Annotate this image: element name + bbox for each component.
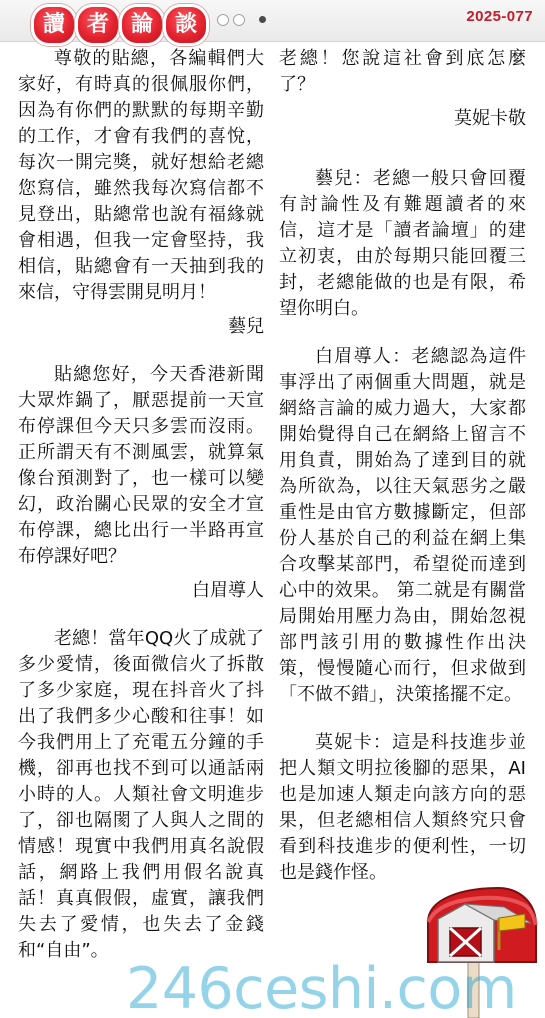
- letter-1-text: 尊敬的貼總，各編輯們大家好，有時真的很佩服你們，因為有你們的默默的每期辛勤的工作，才會有我們的喜悅，每次一開完獎，就好想給老總您寫信，雖然我每次寫信都不見登出，貼總常也說有福緣就會相遇，但我一定會堅持，我相信，貼總會有一天抽到我的來信，守得雲開見明月！: [18, 48, 264, 303]
- page-indicator-dot-3: [259, 16, 266, 23]
- spacer: [18, 604, 264, 626]
- reader-letter-3-continuation: [279, 46, 526, 132]
- issue-number: 2025-077: [466, 8, 533, 25]
- spacer: [279, 708, 526, 730]
- reply-3-text: 莫妮卡：這是科技進步並把人類文明拉後腳的惡果，AI也是加速人類走向該方向的惡果，但老總相信人類終究只會看到科技進步的便利性，一切也是錢作怪。: [279, 732, 526, 883]
- letter-3-text: 老總！當年QQ火了成就了多少愛情，後面微信火了拆散了多少家庭，現在抖音火了抖出了我們多少心酸和往事！如今我們用上了充電五分鐘的手機，卻再也找不到可以通話兩小時的人。人類社會文明進步了，卻也隔閡了人與人之間的情感！現實中我們用真名說假話，網路上我們用假名說真話！真真假假，虛實，讓我們失去了愛情，也失去了金錢和“自由”。: [18, 628, 264, 961]
- reply-1-text: 藝兒：老總一般只會回覆有討論性及有難題讀者的來信，這才是「讀者論壇」的建立初衷，由於每期只能回覆三封，老總能做的也是有限，希望你明白。: [279, 168, 526, 319]
- editor-reply-3: [279, 730, 526, 886]
- left-column: [18, 46, 264, 1001]
- letter-3-continuation-text: 老總！您說這社會到底怎麼了？: [279, 48, 526, 95]
- page-indicator-dot-2: [233, 14, 245, 26]
- letter-1-signature: 藝兒: [228, 316, 264, 337]
- letter-3-signature: 莫妮卡敬: [454, 108, 526, 129]
- editor-reply-2: [279, 344, 526, 708]
- spacer: [279, 322, 526, 344]
- letter-2-text: 貼總您好，今天香港新聞大眾炸鍋了，厭惡提前一天宣布停課但今天只多雲而沒雨。正所謂天有不測風雲，就算氣像台預測對了，也一樣可以變幻，政治關心民眾的安全才宣布停課，總比出行一半路再宣布停課好吧？: [18, 364, 264, 567]
- spacer: [279, 132, 526, 166]
- reply-2-text: 白眉導人：老總認為這件事浮出了兩個重大問題，就是網絡言論的威力過大，大家都開始覺得自己在網絡上留言不用負責，開始為了達到目的就為所欲為，以往天氣惡劣之嚴重性是由官方數據斷定，但部份人基於自己的利益在網上集合攻擊某部門，希望從而達到心中的效果。 第二就是有關當局開始用壓力為由，開始忽視部門該引用的數據性作出決策，慢慢隨心而行，但求做到「不做不錯」，決策搖擺不定。: [279, 346, 526, 705]
- right-column: [279, 46, 526, 1001]
- mailbox-illustration: [410, 880, 540, 1018]
- title-badge-2: 者: [75, 4, 121, 46]
- mailbox-icon: [428, 888, 536, 1018]
- watermark-text: 246ceshi.com: [126, 956, 517, 1018]
- title-badge-1: 讀: [31, 4, 77, 46]
- editor-reply-1: [279, 166, 526, 322]
- letter-2-signature: 白眉導人: [192, 580, 264, 601]
- spacer: [18, 340, 264, 362]
- title-badge-4: 談: [163, 4, 209, 46]
- title-badge-3: 論: [119, 4, 165, 46]
- reader-letter-1: [18, 46, 264, 340]
- reader-letter-3: [18, 626, 264, 964]
- reader-letter-2: [18, 362, 264, 604]
- page-indicator-dot-1: [217, 14, 229, 26]
